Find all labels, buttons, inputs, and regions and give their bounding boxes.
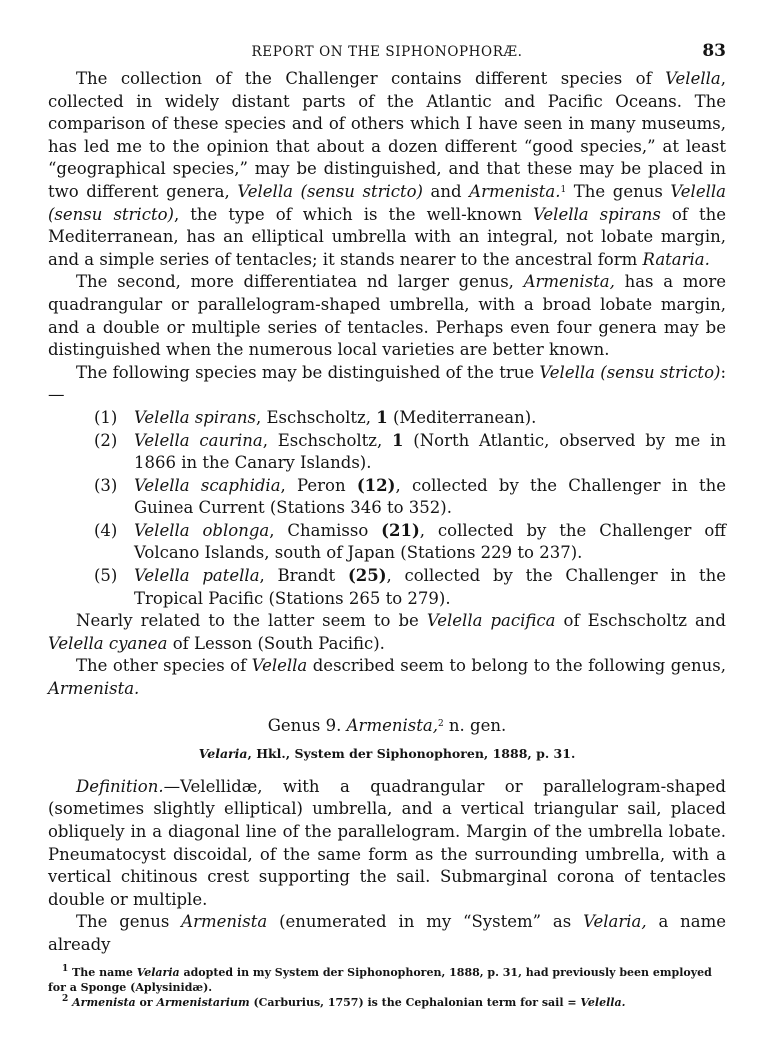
paragraph-3: The following species may be distinguished of the true Velella (sensu stricto):— bbox=[48, 362, 726, 405]
footnotes bbox=[48, 965, 726, 1010]
species-item: (3) Velella scaphidia, Peron (12), collected by the Challenger in the Guinea Current (Stations 346 to 352). bbox=[94, 475, 726, 518]
definition-label: Definition. bbox=[76, 776, 164, 796]
paragraph-4: Nearly related to the latter seem to be Velella pacifica of Eschscholtz and Velella cyanea of Lesson (South Pacific). bbox=[48, 611, 726, 653]
footnote-ref-1: 1 bbox=[560, 184, 567, 195]
footnote-2: $^2$ Armenista or Armenistarium (Carburius, 1757) is the Cephalonian term for sail = Velella. bbox=[62, 993, 626, 1009]
paragraph-2: The second, more differentiatea nd larger genus, Armenista, has a more quadrangular or parallelogram-shaped umbrella, with a broad lobate margin, and a double or multiple series of tentacles. Perhaps even four genera may be distinguished when the numerous local varieties are better known. bbox=[48, 272, 726, 360]
species-list bbox=[48, 407, 726, 610]
definition-paragraph: Definition.—Velellidæ, with a quadrangular or parallelogram-shaped (sometimes slightly elliptical) umbrella, and a vertical triangular sail, placed obliquely in a diagonal line of the parallelogram. Margin of the umbrella lobate. Pneumatocyst discoidal, of the same form as the surrounding umbrella, with a vertical chitinous crest supporting the sail. Submarginal corona of tentacles double or multiple. bbox=[48, 776, 726, 909]
species-item: (4) Velella oblonga, Chamisso (21), collected by the Challenger off Volcano Islands, south of Japan (Stations 229 to 237). bbox=[94, 520, 726, 563]
species-item: (5) Velella patella, Brandt (25), collected by the Challenger in the Tropical Pacific (Stations 265 to 279). bbox=[94, 566, 726, 608]
paragraph-6: The genus Armenista (enumerated in my “System” as Velaria, a name already bbox=[48, 912, 727, 954]
page bbox=[48, 38, 726, 1010]
species-item: (1) Velella spirans, Eschscholtz, 1 (Mediterranean). bbox=[94, 407, 537, 427]
running-head: REPORT ON THE SIPHONOPHORÆ. bbox=[251, 44, 523, 60]
genus-heading: Genus 9. Armenista,$^2$ n. gen. bbox=[267, 715, 507, 735]
paragraph-5: The other species of Velella described seem to belong to the following genus, Armenista. bbox=[48, 656, 726, 699]
page-header bbox=[48, 38, 726, 68]
body-text bbox=[48, 68, 726, 957]
species-item: (2) Velella caurina, Eschscholtz, 1 (North Atlantic, observed by me in 1866 in the Canary Islands). bbox=[94, 430, 726, 473]
synonym-line: Velaria, Hkl., System der Siphonophoren, 1888, p. 31. bbox=[198, 746, 576, 762]
page-number: 83 bbox=[702, 41, 726, 61]
paragraph-1: The collection of the Challenger contains different species of Velella, collected in widely distant parts of the Atlantic and Pacific Oceans. The comparison of these species and of others which I have seen in many museums, has led me to the opinion that about a dozen different “good species,” at least “geographical species,” may be distinguished, and that these may be placed in two different genera, Velella (sensu stricto) and Armenista.$^1$ The genus Velella (sensu stricto), the type of which is the well-known Velella spirans of the Mediterranean, has an elliptical umbrella with an integral, not lobate margin, and a simple series of tentacles; it stands nearer to the ancestral form Rataria. bbox=[48, 69, 726, 269]
footnote-1: $^1$ The name Velaria adopted in my System der Siphonophoren, 1888, p. 31, had previously been employed for a Sponge (Aplysinidæ). bbox=[48, 963, 712, 994]
footnote-ref-2: 2 bbox=[437, 718, 444, 729]
